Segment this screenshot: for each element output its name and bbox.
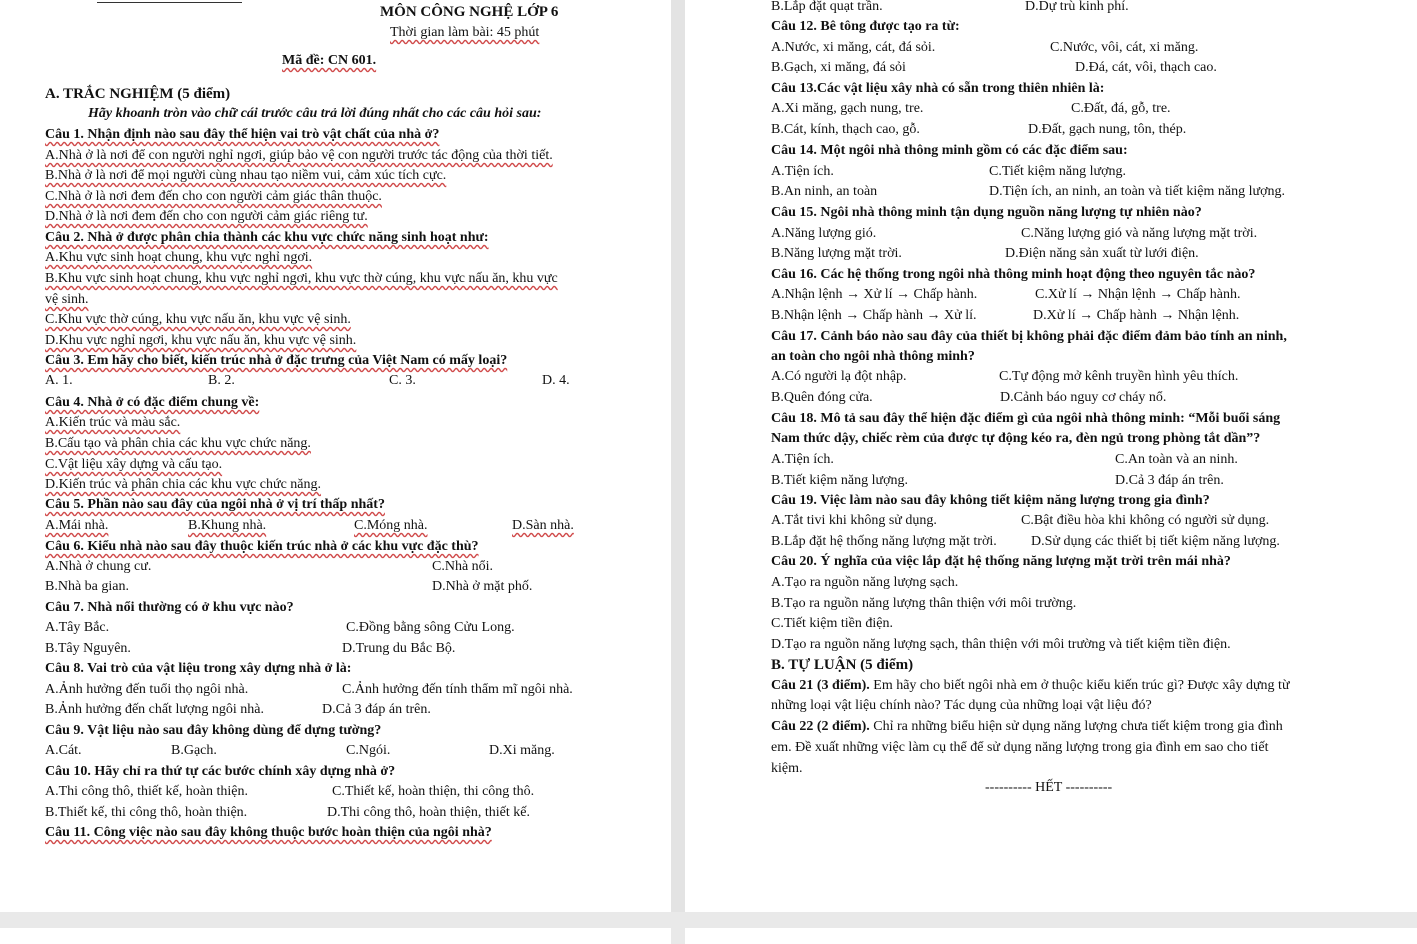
question-6: Câu 6. Kiểu nhà nào sau đây thuộc kiến trúc nhà ở các khu vực đặc thù? <box>45 539 479 554</box>
q18-option-a: A.Tiện ích. <box>771 452 834 467</box>
q1-option-b: B.Nhà ở là nơi để mọi người cùng nhau tạo niềm vui, cảm xúc tích cực. <box>45 168 447 183</box>
q12-option-a: A.Nước, xi măng, cát, đá sỏi. <box>771 40 936 55</box>
q19-option-b: B.Lắp đặt hệ thống năng lượng mặt trời. <box>771 534 997 549</box>
q15-option-a: A.Năng lượng gió. <box>771 226 877 241</box>
question-22 <box>771 718 1283 736</box>
q17-option-c: C.Tự động mở kênh truyền hình yêu thích. <box>999 369 1239 384</box>
q5-option-b: B.Khung nhà. <box>188 518 267 533</box>
q13-option-c: C.Đất, đá, gỗ, tre. <box>1071 101 1171 116</box>
q10-option-a: A.Thi công thô, thiết kế, hoàn thiện. <box>45 784 248 799</box>
q16-option-a: A.Nhận lệnh → Xử lí → Chấp hành. <box>771 287 978 302</box>
q17-option-a: A.Có người lạ đột nhập. <box>771 369 907 384</box>
q9-option-a: A.Cát. <box>45 743 82 758</box>
question-17: Câu 17. Cảnh báo nào sau đây của thiết bị không phải đặc điểm đảm bảo tính an ninh, <box>771 329 1287 344</box>
q19-option-d: D.Sử dụng các thiết bị tiết kiệm năng lượng. <box>1031 534 1280 549</box>
question-14: Câu 14. Một ngôi nhà thông minh gồm có các đặc điểm sau: <box>771 143 1128 158</box>
q6-option-b: B.Nhà ba gian. <box>45 579 129 594</box>
question-9: Câu 9. Vật liệu nào sau đây không dùng để dựng tường? <box>45 723 382 738</box>
q4-option-a: A.Kiến trúc và màu sắc. <box>45 415 181 430</box>
q14-option-b: B.An ninh, an toàn <box>771 184 878 199</box>
q9-option-b: B.Gạch. <box>171 743 217 758</box>
q17-option-d: D.Cảnh báo nguy cơ cháy nổ. <box>1000 390 1167 405</box>
question-21-cont: những loại vật liệu chính nào? Tác dụng của những loại vật liệu đó? <box>771 698 1152 713</box>
question-10: Câu 10. Hãy chỉ ra thứ tự các bước chính xây dựng nhà ở? <box>45 764 396 779</box>
question-4: Câu 4. Nhà ở có đặc điểm chung về: <box>45 395 260 410</box>
q8-option-c: C.Ảnh hưởng đến tính thẩm mĩ ngôi nhà. <box>342 682 573 697</box>
q19-option-c: C.Bật điều hòa khi không có người sử dụng. <box>1021 513 1270 528</box>
q16-option-d: D.Xử lí → Chấp hành → Nhận lệnh. <box>1033 308 1240 323</box>
q9-option-c: C.Ngói. <box>346 743 391 758</box>
q8-option-b: B.Ảnh hưởng đến chất lượng ngôi nhà. <box>45 702 264 717</box>
question-18: Câu 18. Mô tả sau đây thể hiện đặc điểm gì của ngôi nhà thông minh: “Mỗi buổi sáng <box>771 411 1281 426</box>
q17-option-b: B.Quên đóng cửa. <box>771 390 873 405</box>
q12-option-c: C.Nước, vôi, cát, xi măng. <box>1050 40 1199 55</box>
q1-option-a: A.Nhà ở là nơi để con người nghỉ ngơi, giúp bảo vệ con người trước tác động của thời tiết. <box>45 148 553 163</box>
q6-option-d: D.Nhà ở mặt phố. <box>432 579 533 594</box>
q7-option-d: D.Trung du Bắc Bộ. <box>342 641 456 656</box>
q8-option-d: D.Cả 3 đáp án trên. <box>322 702 431 717</box>
q3-option-d: D. 4. <box>542 373 570 388</box>
q13-option-d: D.Đất, gạch nung, tôn, thép. <box>1028 122 1187 137</box>
q10-option-d: D.Thi công thô, hoàn thiện, thiết kế. <box>327 805 530 820</box>
question-11: Câu 11. Công việc nào sau đây không thuộc bước hoàn thiện của ngôi nhà? <box>45 825 492 840</box>
q4-option-d: D.Kiến trúc và phân chia các khu vực chức năng. <box>45 477 322 492</box>
q14-option-c: C.Tiết kiệm năng lượng. <box>989 164 1126 179</box>
q3-option-a: A. 1. <box>45 373 73 388</box>
question-2: Câu 2. Nhà ở được phân chia thành các khu vực chức năng sinh hoạt như: <box>45 230 489 245</box>
q2-option-c: C.Khu vực thờ cúng, khu vực nấu ăn, khu vực vệ sinh. <box>45 312 351 327</box>
q19-option-a: A.Tắt tivi khi không sử dụng. <box>771 513 937 528</box>
q3-option-c: C. 3. <box>389 373 416 388</box>
question-19: Câu 19. Việc làm nào sau đây không tiết kiệm năng lượng trong gia đình? <box>771 493 1210 508</box>
q5-option-d: D.Sàn nhà. <box>512 518 574 533</box>
q5-option-a: A.Mái nhà. <box>45 518 109 533</box>
question-16: Câu 16. Các hệ thống trong ngôi nhà thông minh hoạt động theo nguyên tắc nào? <box>771 267 1256 282</box>
q7-option-a: A.Tây Bắc. <box>45 620 110 635</box>
q18-option-c: C.An toàn và an ninh. <box>1115 452 1238 467</box>
q20-option-a: A.Tạo ra nguồn năng lượng sạch. <box>771 575 959 590</box>
q6-option-c: C.Nhà nổi. <box>432 559 494 574</box>
question-22-cont2: kiệm. <box>771 761 803 776</box>
exam-time: Thời gian làm bài: 45 phút <box>390 25 540 40</box>
question-1: Câu 1. Nhận định nào sau đây thể hiện vai trò vật chất của nhà ở? <box>45 127 440 142</box>
next-page-right <box>685 928 1417 944</box>
subject-title: MÔN CÔNG NGHỆ LỚP 6 <box>380 4 559 20</box>
question-3: Câu 3. Em hãy cho biết, kiến trúc nhà ở đặc trưng của Việt Nam có mấy loại? <box>45 353 508 368</box>
question-12: Câu 12. Bê tông được tạo ra từ: <box>771 19 960 34</box>
q14-option-a: A.Tiện ích. <box>771 164 834 179</box>
q11-option-d: D.Dự trù kinh phí. <box>1025 0 1129 14</box>
q20-option-b: B.Tạo ra nguồn năng lượng thân thiện với môi trường. <box>771 596 1077 611</box>
q18-option-b: B.Tiết kiệm năng lượng. <box>771 473 908 488</box>
q4-option-b: B.Cấu tạo và phân chia các khu vực chức năng. <box>45 436 311 451</box>
q15-option-c: C.Năng lượng gió và năng lượng mặt trời. <box>1021 226 1258 241</box>
question-15: Câu 15. Ngôi nhà thông minh tận dụng nguồn năng lượng tự nhiên nào? <box>771 205 1202 220</box>
exam-page-left <box>0 0 671 912</box>
q6-option-a: A.Nhà ở chung cư. <box>45 559 152 574</box>
q16-option-c: C.Xử lí → Nhận lệnh → Chấp hành. <box>1035 287 1241 302</box>
q2-option-b-cont: vệ sinh. <box>45 292 89 307</box>
q22-text: Chỉ ra những biểu hiện sử dụng năng lượng chưa tiết kiệm trong gia đình <box>869 719 1283 734</box>
header-rule <box>97 2 242 3</box>
q20-option-c: C.Tiết kiệm tiền điện. <box>771 616 893 631</box>
q20-option-d: D.Tạo ra nguồn năng lượng sạch, thân thiện với môi trường và tiết kiệm tiền điện. <box>771 637 1231 652</box>
question-5: Câu 5. Phần nào sau đây của ngôi nhà ở vị trí thấp nhất? <box>45 497 385 512</box>
q2-option-d: D.Khu vực nghỉ ngơi, khu vực nấu ăn, khu vực vệ sinh. <box>45 333 357 348</box>
q10-option-b: B.Thiết kế, thi công thô, hoàn thiện. <box>45 805 248 820</box>
q4-option-c: C.Vật liệu xây dựng và cấu tạo. <box>45 457 223 472</box>
q10-option-c: C.Thiết kế, hoàn thiện, thi công thô. <box>332 784 535 799</box>
exam-page-right <box>685 0 1417 912</box>
question-17-cont: an toàn cho ngôi nhà thông minh? <box>771 349 975 364</box>
page-gap <box>671 0 685 944</box>
end-marker: ---------- HẾT ---------- <box>985 780 1113 795</box>
q13-option-b: B.Cát, kính, thạch cao, gỗ. <box>771 122 920 137</box>
question-18-cont: Nam thức dậy, chiếc rèm của được tự động kéo ra, đèn ngủ trong phòng tắt dần”? <box>771 431 1261 446</box>
exam-code: Mã đề: CN 601. <box>282 53 377 68</box>
q21-label: Câu 21 (3 điểm). <box>771 678 870 693</box>
q12-option-d: D.Đá, cát, vôi, thạch cao. <box>1075 60 1217 75</box>
question-22-cont: em. Đề xuất những việc làm cụ thể để sử dụng năng lượng trong gia đình em sao cho tiết <box>771 740 1269 755</box>
q1-option-d: D.Nhà ở là nơi đem đến cho con người cảm giác riêng tư. <box>45 209 368 224</box>
q2-option-b: B.Khu vực sinh hoạt chung, khu vực nghỉ ngơi, khu vực thờ cúng, khu vực nấu ăn, khu vực <box>45 271 558 286</box>
q1-option-c: C.Nhà ở là nơi đem đến cho con người cảm giác thân thuộc. <box>45 189 382 204</box>
q12-option-b: B.Gạch, xi măng, đá sỏi <box>771 60 906 75</box>
question-8: Câu 8. Vai trò của vật liệu trong xây dựng nhà ở là: <box>45 661 352 676</box>
q7-option-c: C.Đồng bằng sông Cửu Long. <box>346 620 515 635</box>
q16-option-b: B.Nhận lệnh → Chấp hành → Xử lí. <box>771 308 977 323</box>
next-page-left <box>0 928 671 944</box>
q21-text: Em hãy cho biết ngôi nhà em ở thuộc kiểu kiến trúc gì? Được xây dựng từ <box>869 678 1290 693</box>
q9-option-d: D.Xi măng. <box>489 743 555 758</box>
question-20: Câu 20. Ý nghĩa của việc lắp đặt hệ thống năng lượng mặt trời trên mái nhà? <box>771 554 1231 569</box>
q3-option-b: B. 2. <box>208 373 235 388</box>
question-13: Câu 13.Các vật liệu xây nhà có sẵn trong thiên nhiên là: <box>771 81 1105 96</box>
q2-option-a: A.Khu vực sinh hoạt chung, khu vực nghỉ ngơi. <box>45 250 313 265</box>
q18-option-d: D.Cả 3 đáp án trên. <box>1115 473 1224 488</box>
q22-label: Câu 22 (2 điểm). <box>771 719 870 734</box>
q8-option-a: A.Ảnh hưởng đến tuổi thọ ngôi nhà. <box>45 682 249 697</box>
q5-option-c: C.Móng nhà. <box>354 518 428 533</box>
instruction: Hãy khoanh tròn vào chữ cái trước câu trả lời đúng nhất cho các câu hỏi sau: <box>88 106 542 121</box>
q13-option-a: A.Xi măng, gạch nung, tre. <box>771 101 924 116</box>
q15-option-b: B.Năng lượng mặt trời. <box>771 246 902 261</box>
q11-option-b: B.Lắp đặt quạt trần. <box>771 0 883 14</box>
section-b-title: B. TỰ LUẬN (5 điểm) <box>771 657 914 673</box>
q15-option-d: D.Điện năng sản xuất từ lưới điện. <box>1005 246 1199 261</box>
section-a-title: A. TRẮC NGHIỆM (5 điểm) <box>45 86 231 102</box>
question-7: Câu 7. Nhà nổi thường có ở khu vực nào? <box>45 600 294 615</box>
q14-option-d: D.Tiện ích, an ninh, an toàn và tiết kiệm năng lượng. <box>989 184 1285 199</box>
q7-option-b: B.Tây Nguyên. <box>45 641 131 656</box>
question-21 <box>771 677 1290 695</box>
